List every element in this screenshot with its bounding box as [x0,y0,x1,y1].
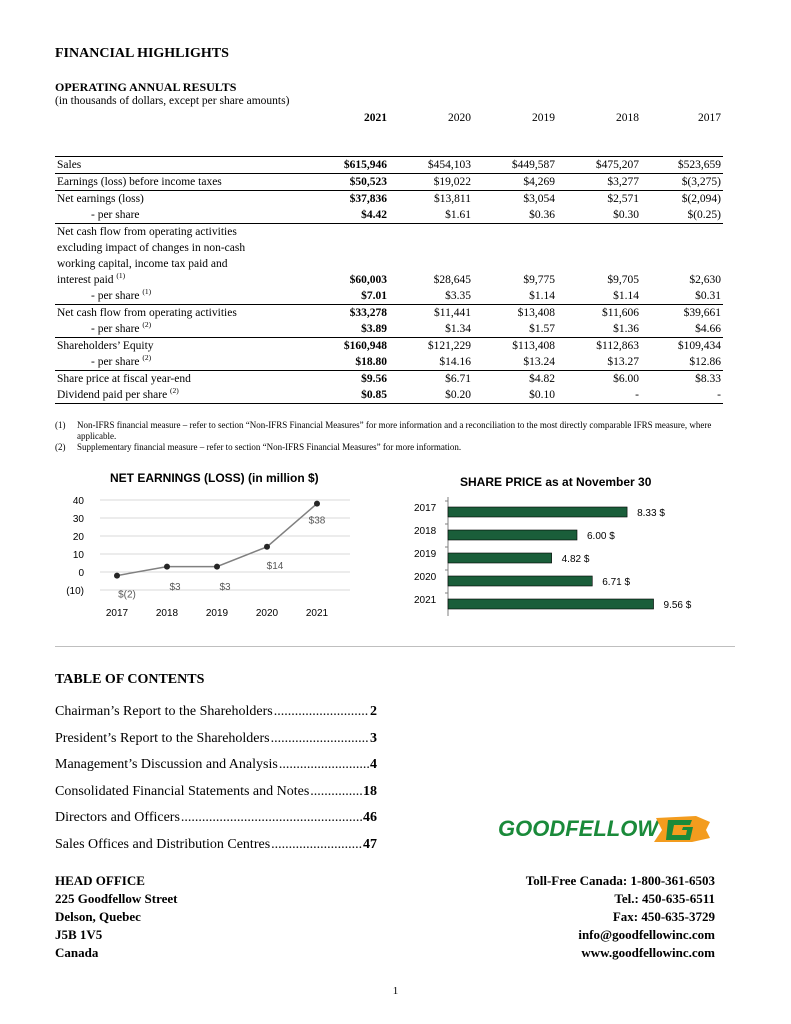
row-label: Net earnings (loss) [55,191,305,208]
table-cell: $12.86 [689,356,721,368]
table-cell: $3.35 [445,290,471,302]
row-label: - per share [91,209,140,221]
contact-line[interactable]: info@goodfellowinc.com [578,927,715,942]
address-line: Canada [55,945,99,960]
footnote-ref: (1) [116,271,126,281]
table-row [55,207,723,224]
footnote [55,420,727,442]
data-point [214,564,220,570]
data-point [114,573,120,579]
table-cell: $109,434 [641,338,723,355]
table-row [55,191,723,208]
table-cell: $615,946 [305,157,389,174]
table-cell: $3,277 [557,174,641,191]
table-row [55,288,723,305]
table-row [55,272,723,288]
toc-item[interactable] [55,784,377,811]
toc-page-number: 18 [363,783,377,799]
table-row [55,321,723,338]
contact-line: Toll-Free Canada: 1-800-361-6503 [525,873,715,888]
x-tick-label: 2019 [205,608,229,619]
data-label: 6.71 $ [602,577,631,588]
contact-line[interactable]: www.goodfellowinc.com [581,945,715,960]
toc-page-number: 2 [370,704,377,719]
table-cell: $0.30 [613,209,639,221]
table-cell: $6.71 [389,371,473,388]
table-cell: $9.56 [305,371,389,388]
table-cell: $19,022 [389,174,473,191]
table-cell: $13,408 [473,305,557,322]
address-line: HEAD OFFICE [55,873,145,888]
year-header: 2019 [532,112,555,124]
row-label: - per share $^{(2)}$ [91,320,152,335]
year-header: 2017 [698,112,721,124]
address-line: Delson, Quebec [55,909,141,924]
footnote-ref: (2) [170,386,179,396]
bar [448,553,552,563]
table-cell: $0.10 [473,387,557,404]
section-heading: OPERATING ANNUAL RESULTS [55,80,237,94]
footnote-text: Supplementary financial measure – refer to section “Non-IFRS Financial Measures” for more information. [77,442,462,452]
row-label: Dividend paid per share $^{(2)}$ [55,387,305,404]
table-cell: $449,587 [473,157,557,174]
table-cell: $11,606 [557,305,641,322]
table-cell: $60,003 [349,274,387,286]
table-cell: $14.16 [439,356,471,368]
table-cell: $(3,275) [641,174,723,191]
row-label: Net cash flow from operating activities [55,224,305,241]
page-heading: FINANCIAL HIGHLIGHTS [55,46,229,61]
row-label: Earnings (loss) before income taxes [55,174,305,191]
data-label: $3 [169,582,181,593]
table-row [55,224,723,241]
table-row [55,157,723,174]
row-label: interest paid $^{(1)}$ [57,271,126,286]
y-tick-label: (10) [66,586,84,597]
table-cell: $113,408 [473,338,557,355]
table-cell: $39,661 [641,305,723,322]
toc-leader [271,731,369,747]
footnote-ref: (2) [142,320,152,330]
table-header-row [55,110,723,126]
category-label: 2017 [414,503,437,514]
contact-line: Fax: 450-635-3729 [612,909,715,924]
table-cell: $0.31 [695,290,721,302]
table-cell: $13.24 [523,356,555,368]
toc-item-label: Chairman’s Report to the Shareholders [55,704,273,719]
toc-leader [271,837,362,853]
table-cell: $3,054 [473,191,557,208]
year-header: 2018 [616,112,639,124]
y-tick-label: 0 [78,568,84,579]
toc-item-label: Management’s Discussion and Analysis [55,757,278,773]
toc-leader [279,757,369,773]
table-cell: $4,269 [473,174,557,191]
net-earnings-chart-title: NET EARNINGS (LOSS) (in million $) [110,471,319,485]
units-note: (in thousands of dollars, except per share amounts) [55,95,290,107]
table-cell: $475,207 [557,157,641,174]
row-label: - per share $^{(1)}$ [91,287,152,302]
toc-item-label: Directors and Officers [55,810,180,826]
row-label: Shareholders’ Equity [55,338,305,355]
x-tick-label: 2018 [155,608,179,619]
toc-item-label: Consolidated Financial Statements and Notes [55,783,310,799]
table-cell: $4.82 [473,371,557,388]
toc-item[interactable] [55,810,377,837]
category-label: 2021 [414,595,437,606]
data-label: $14 [266,560,284,572]
data-label: $38 [308,515,326,527]
address-line: 225 Goodfellow Street [55,891,178,906]
table-cell: $28,645 [433,274,471,286]
footnote-number: (2) [55,442,66,452]
table-row [55,240,723,256]
data-label: $(2) [118,589,136,601]
section-divider [55,646,735,647]
table-cell: - [641,387,723,404]
table-cell: $1.34 [445,323,471,335]
y-tick-label: 10 [72,550,84,561]
bar [448,599,654,609]
address-line: J5B 1V5 [55,927,103,942]
table-cell: $37,836 [305,191,389,208]
data-label: 6.00 $ [587,531,615,542]
toc-leader [181,810,362,826]
table-cell: $523,659 [641,157,723,174]
footnote-ref: (1) [142,287,152,297]
data-point [164,564,170,570]
table-row [55,338,723,355]
category-label: 2019 [414,549,437,560]
toc-item[interactable] [55,837,377,864]
share-price-chart-title: SHARE PRICE as at November 30 [460,475,652,489]
y-tick-label: 40 [72,496,84,507]
row-label: Sales [55,157,305,174]
table-cell: $11,441 [389,305,473,322]
bar [448,530,577,540]
table-cell: $(2,094) [641,191,723,208]
contact-info [526,872,715,962]
toc-item[interactable] [55,731,377,758]
table-cell: $454,103 [389,157,473,174]
footnote [55,442,727,453]
table-cell: $0.36 [529,209,555,221]
data-label: 4.82 $ [561,554,590,565]
table-cell: $160,948 [305,338,389,355]
x-tick-label: 2021 [305,608,329,619]
toc-item[interactable] [55,757,377,784]
data-label: 8.33 $ [637,508,665,519]
row-label: - per share $^{(2)}$ [91,353,152,368]
category-label: 2020 [414,572,437,583]
toc-item-label: President’s Report to the Shareholders [55,730,270,746]
year-header: 2021 [364,112,387,124]
footnote-text: Non-IFRS financial measure – refer to section “Non-IFRS Financial Measures” for more information and a reconciliation to the most directly comparable IFRS measure, where applicable. [77,420,712,441]
toc-leader [310,784,362,800]
net-earnings-line-chart [50,490,360,620]
table-cell: $4.66 [695,323,721,335]
x-tick-label: 2020 [255,608,279,619]
toc-page-number: 46 [363,810,377,826]
table-cell: $50,523 [305,174,389,191]
data-point [314,501,320,507]
financial-table [55,110,723,404]
row-label: Share price at fiscal year-end [55,371,305,388]
bar [448,507,627,517]
table-cell: $4.42 [361,209,387,221]
table-cell: $1.61 [445,209,471,221]
table-cell: $18.80 [355,356,387,368]
table-cell: $13,811 [389,191,473,208]
footnote-ref: (2) [142,353,152,363]
page-number: 1 [392,985,399,997]
goodfellow-logo [496,808,722,848]
table-cell: $112,863 [557,338,641,355]
toc-page-number: 47 [363,836,377,852]
category-label: 2018 [414,526,437,537]
x-tick-label: 2017 [105,608,129,619]
table-cell: - [557,387,641,404]
table-cell: $121,229 [389,338,473,355]
table-row [55,354,723,371]
contact-line: Tel.: 450-635-6511 [614,891,715,906]
toc-item[interactable] [55,704,377,731]
table-row [55,387,723,404]
table-cell: $13.27 [607,356,639,368]
y-tick-label: 30 [72,514,84,525]
footnote-number: (1) [55,420,66,430]
table-of-contents [55,704,377,864]
table-cell: $1.14 [529,290,555,302]
table-cell: $2,630 [689,274,721,286]
table-row [55,256,723,272]
y-tick-label: 20 [72,532,84,543]
year-header: 2020 [448,112,471,124]
table-cell: $1.36 [613,323,639,335]
footnotes [55,420,727,453]
table-cell: $0.85 [305,387,389,404]
data-label: 9.56 $ [663,600,692,611]
table-cell: $3.89 [361,323,387,335]
toc-page-number: 4 [370,757,377,773]
table-cell: $2,571 [557,191,641,208]
toc-title: TABLE OF CONTENTS [55,672,205,687]
data-point [264,544,270,550]
head-office-address [55,872,178,962]
bar [448,576,592,586]
table-cell: $6.00 [557,371,641,388]
toc-leader [274,704,369,720]
table-cell: $9,775 [523,274,555,286]
table-cell: $0.20 [389,387,473,404]
table-cell: $1.57 [529,323,555,335]
row-label: working capital, income tax paid and [57,258,228,270]
table-cell: $8.33 [641,371,723,388]
table-cell: $(0.25) [687,209,721,221]
table-cell: $33,278 [305,305,389,322]
toc-page-number: 3 [370,730,377,746]
table-cell: $1.14 [613,290,639,302]
row-label: Net cash flow from operating activities [55,305,305,322]
table-row [55,371,723,388]
table-row [55,174,723,191]
row-label: excluding impact of changes in non-cash [57,242,246,254]
data-label: $3 [219,582,231,593]
table-cell: $7.01 [361,290,387,302]
share-price-bar-chart [410,495,730,625]
toc-item-label: Sales Offices and Distribution Centres [55,836,271,852]
table-cell: $9,705 [607,274,639,286]
logo-wordmark: GOODFELLOW [498,816,659,841]
table-row [55,305,723,322]
